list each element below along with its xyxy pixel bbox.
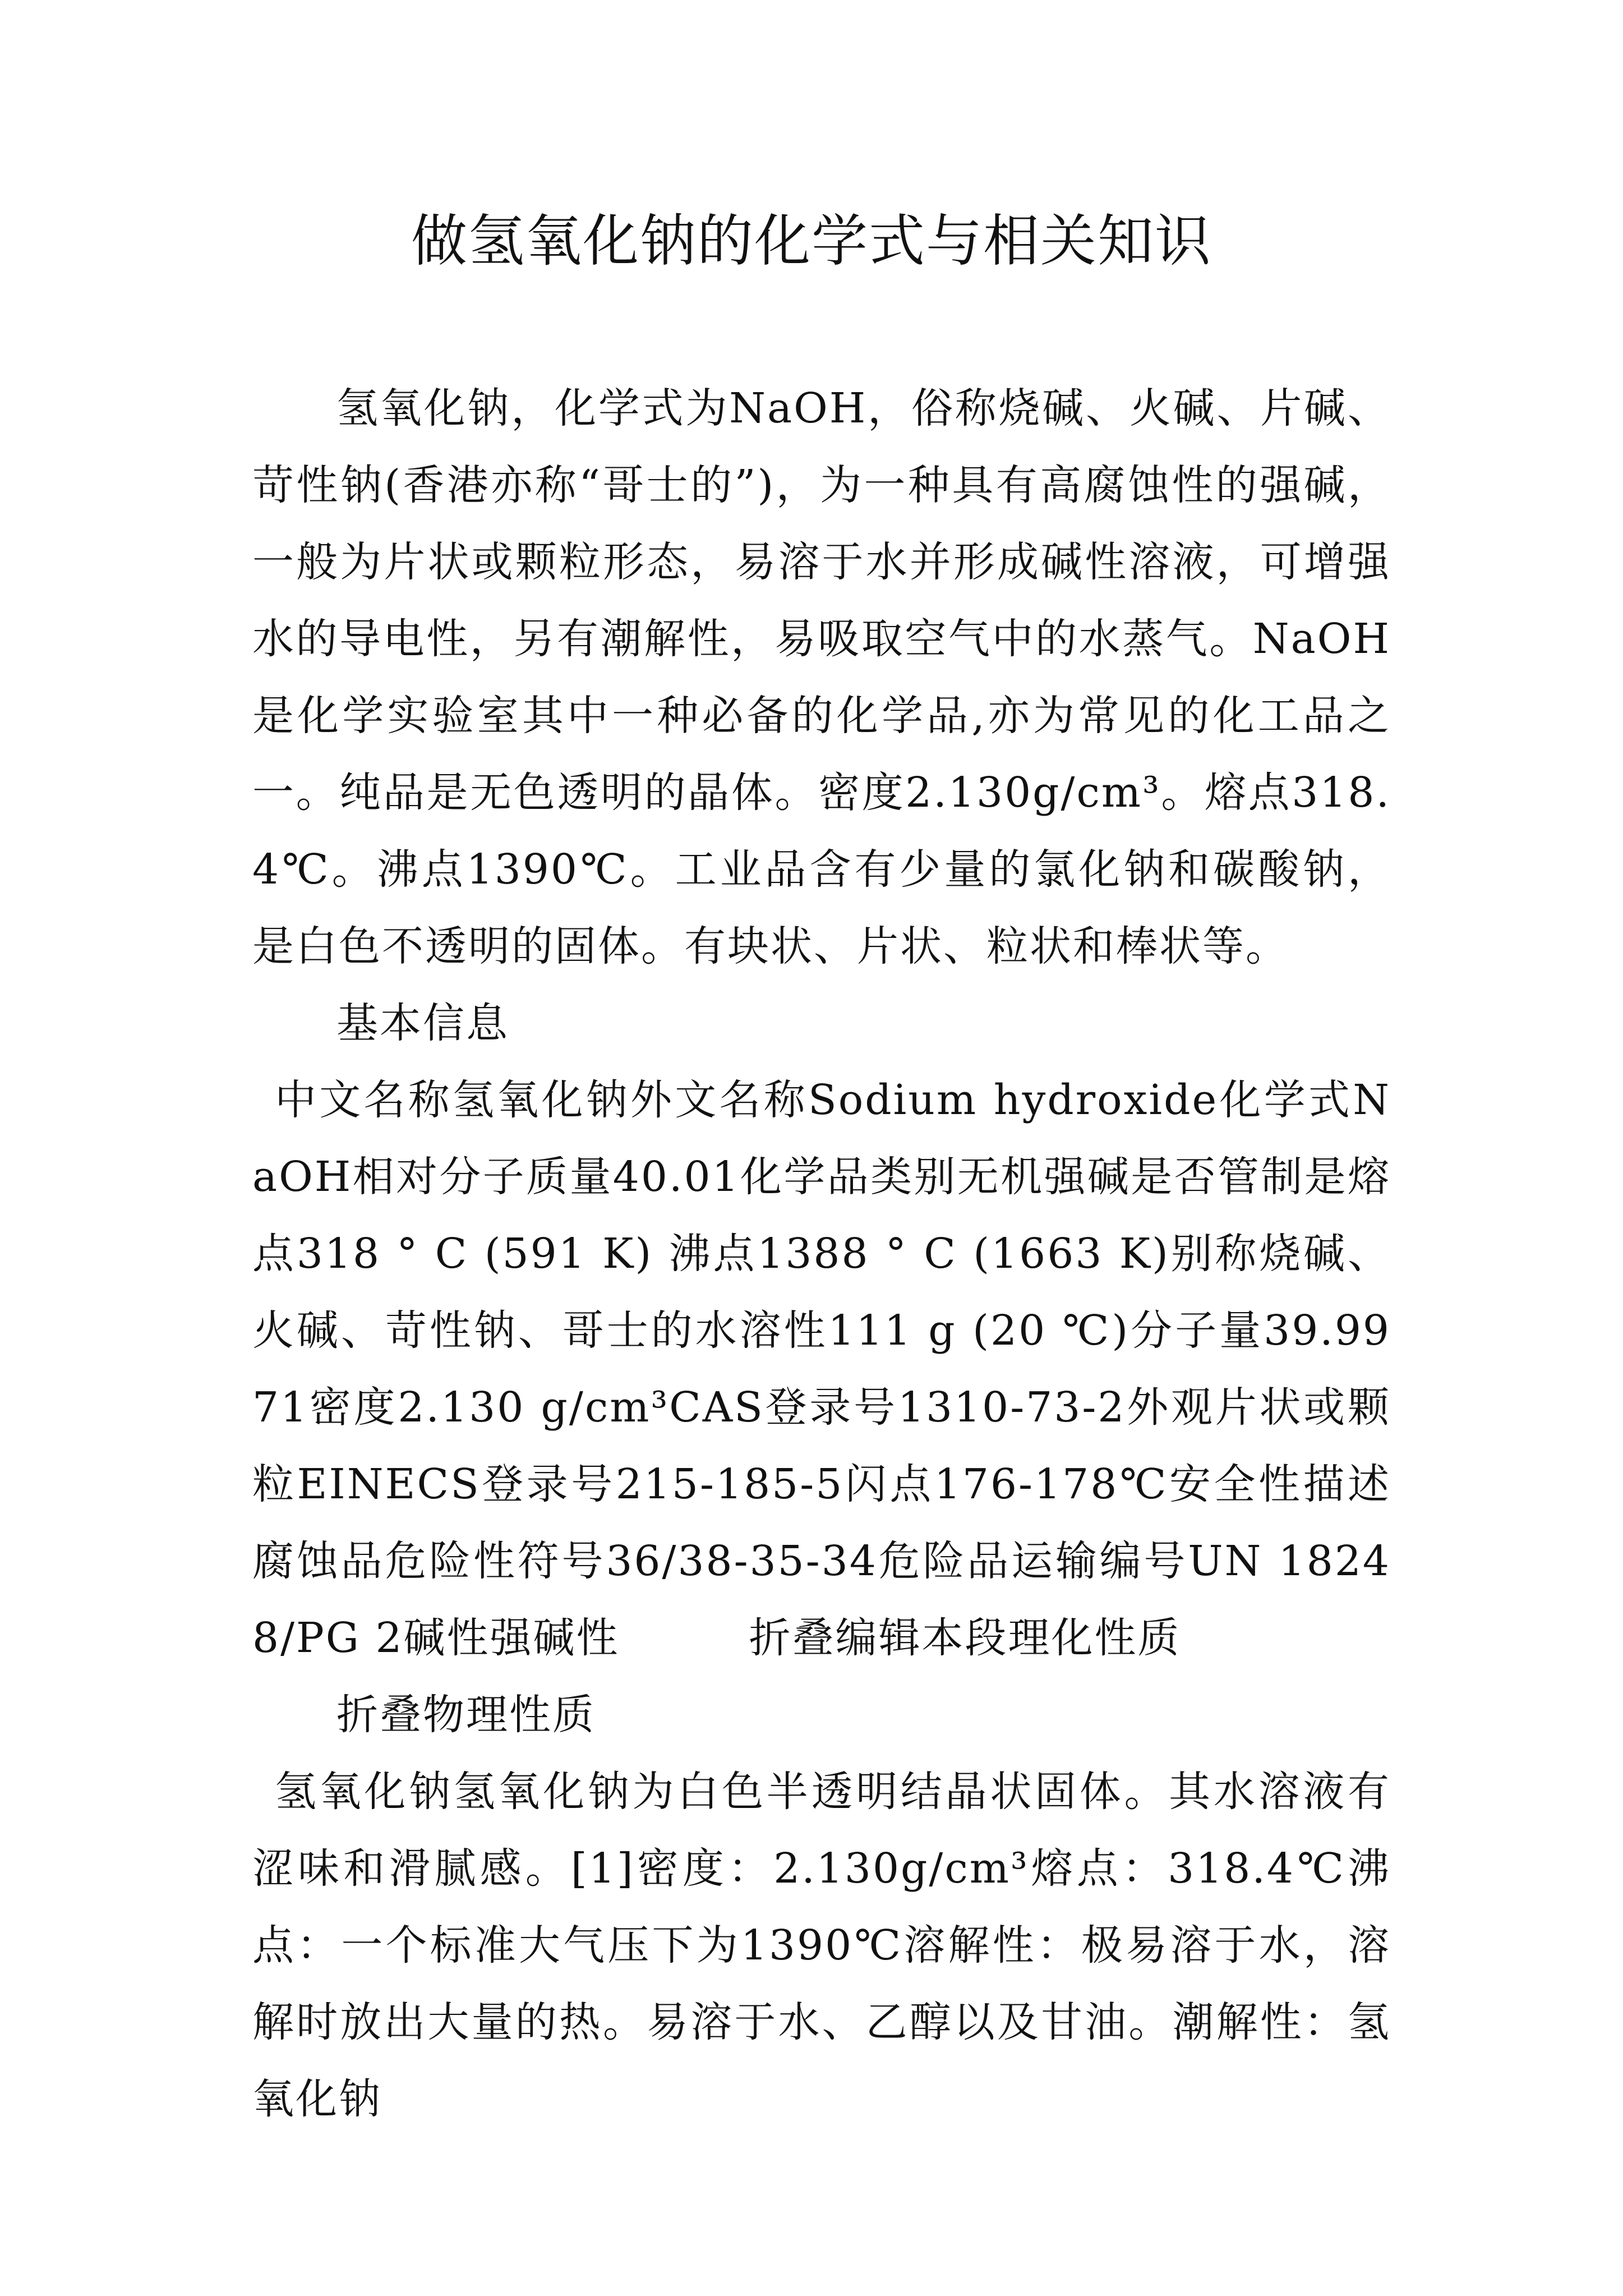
intro-paragraph: 氢氧化钠，化学式为NaOH，俗称烧碱、火碱、片碱、苛性钠(香港亦称“哥士的”)，为一种具有高腐蚀性的强碱，一般为片状或颗粒形态，易溶于水并形成碱性溶液，可增强水的导电性，另有潮解性，易吸取空气中的水蒸气。NaOH是化学实验室其中一种必备的化学品,亦为常见的化工品之一。纯品是无色透明的晶体。密度2.130g/cm³。熔点318.4℃。沸点1390℃。工业品含有少量的氯化钠和碳酸钠，是白色不透明的固体。有块状、片状、粒状和棒状等。 <box>252 384 1391 970</box>
physical-properties-paragraph: 氢氧化钠氢氧化钠为白色半透明结晶状固体。其水溶液有涩味和滑腻感。[1]密度：2.130g/cm³熔点：318.4℃沸点：一个标准大气压下为1390℃溶解性：极易溶于水，溶解时放出大量的热。易溶于水、乙醇以及甘油。潮解性：氢氧化钠 <box>252 1768 1391 2123</box>
document-body <box>252 370 1391 2138</box>
basic-info-paragraph: 中文名称氢氧化钠外文名称Sodium hydroxide化学式NaOH相对分子质量40.01化学品类别无机强碱是否管制是熔点318 ° C (591 K) 沸点1388 ° C (1663 K)别称烧碱、火碱、苛性钠、哥士的水溶性111 g (20 ℃)分子量39.9971密度2.130 g/cm³CAS登录号1310-73-2外观片状或颗粒EINECS登录号215-185-5闪点176-178℃安全性描述腐蚀品危险性符号36/38-35-34危险品运输编号UN 1824 8/PG 2碱性强碱性 折叠编辑本段理化性质 <box>252 1076 1391 1662</box>
section-heading-physical-properties: 折叠物理性质 <box>336 1691 596 1739</box>
section-heading-basic-info: 基本信息 <box>336 999 509 1047</box>
document-title: 做氢氧化钠的化学式与相关知识 <box>411 208 1212 274</box>
